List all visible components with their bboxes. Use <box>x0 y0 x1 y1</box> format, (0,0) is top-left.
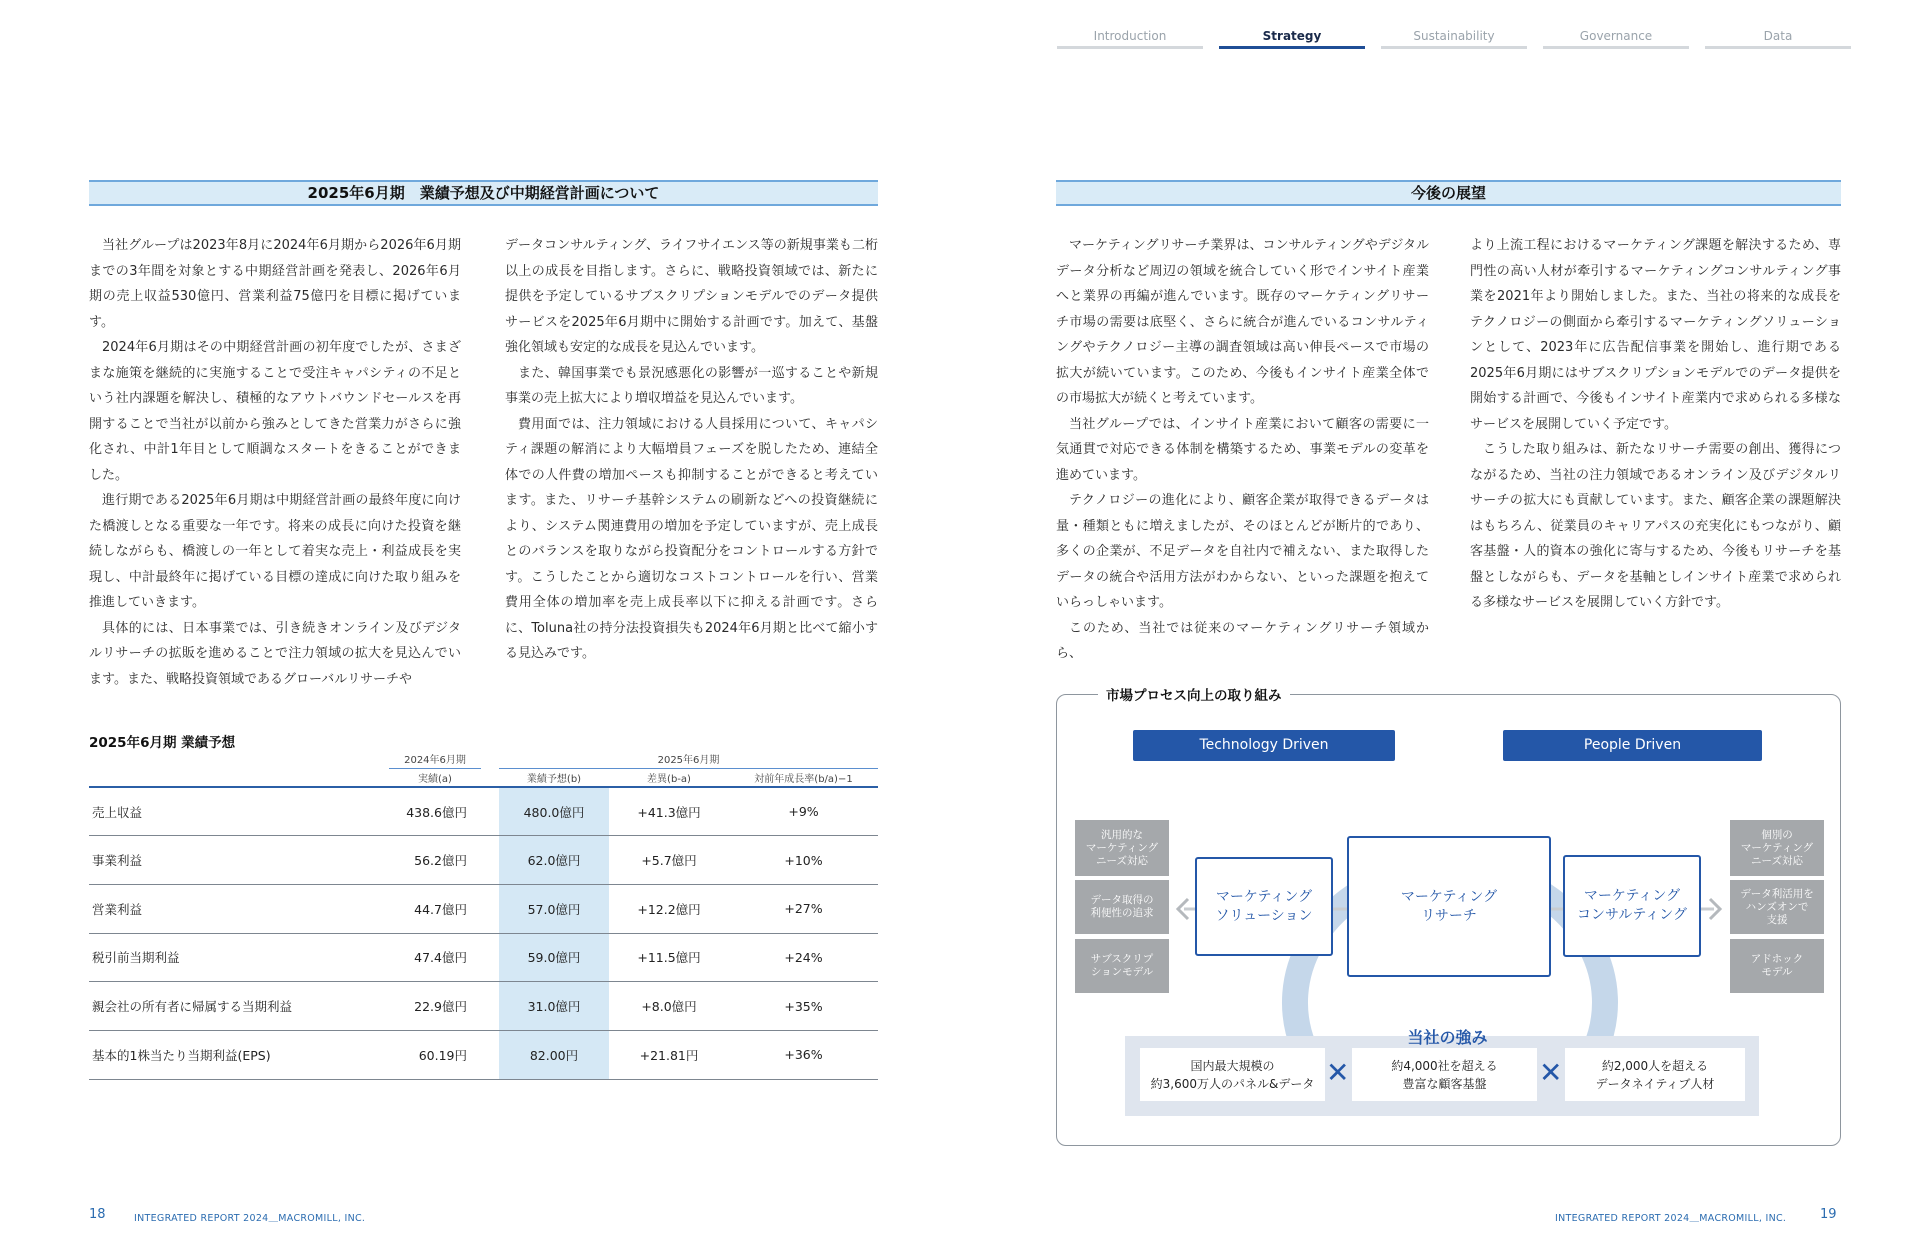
cell-diff: +8.0億円 <box>609 982 729 1031</box>
paragraph: 進行期である2025年6月期は中期経営計画の最終年度に向けた橋渡しとなる重要な一年です。将来の成長に向けた投資を継続しながらも、橋渡しの一年として着実な売上・利益成長を実現し、中計最終年に掲げている目標の達成に向けた取り組みを推進していきます。 <box>89 493 461 610</box>
cell-growth: +10% <box>729 836 878 885</box>
cell-actual: 44.7億円 <box>389 884 481 933</box>
right-column-2 <box>1470 233 1841 616</box>
right-section-title: 今後の展望 <box>1056 180 1841 206</box>
cell-growth: +24% <box>729 933 878 982</box>
cell-growth: +27% <box>729 884 878 933</box>
marketing-research-box: マーケティング リサーチ <box>1347 836 1551 977</box>
page-number-left: 18 <box>89 1207 106 1222</box>
tab-governance[interactable]: Governance <box>1543 29 1689 49</box>
row-label: 税引前当期利益 <box>89 933 389 982</box>
paragraph: こうした取り組みは、新たなリサーチ需要の創出、獲得につながるため、当社の注力領域であるオンライン及びデジタルリサーチの拡大にも貢献しています。また、顧客企業の課題解決はもちろん、従業員のキャリアパスの充実化にもつながり、顧客基盤・人的資本の強化に寄与するため、今後もリサーチを基盤としながらも、データを基軸としインサイト産業で求められる多様なサービスを展開していく方針です。 <box>1470 442 1841 610</box>
technology-driven-label: Technology Driven <box>1133 730 1395 761</box>
right-column-1 <box>1056 233 1429 667</box>
row-label: 親会社の所有者に帰属する当期利益 <box>89 982 389 1031</box>
row-label: 基本的1株当たり当期利益(EPS) <box>89 1030 389 1079</box>
paragraph: データコンサルティング、ライフサイエンス等の新規事業も二桁以上の成長を目指します。さらに、戦略投資領域では、新たに提供を予定しているサブスクリプションモデルでのデータ提供サービスを2025年6月期中に開始する計画です。加えて、基盤強化領域も安定的な成長を見込んでいます。 <box>505 238 878 355</box>
page-number-right: 19 <box>1820 1207 1837 1222</box>
forecast-table <box>89 749 878 1080</box>
people-driven-label: People Driven <box>1503 730 1762 761</box>
footer-left: INTEGRATED REPORT 2024＿MACROMILL, INC. <box>134 1213 366 1224</box>
strengths-title: 当社の強み <box>1407 1028 1488 1047</box>
cell-diff: +5.7億円 <box>609 836 729 885</box>
paragraph: 費用面では、注力領域における人員採用について、キャパシティ課題の解消により大幅増員フェーズを脱したため、連結全体での人件費の増加ペースも抑制することができると考えています。また、リサーチ基幹システムの刷新などへの投資継続により、システム関連費用の増加を予定していますが、売上成長とのバランスを取りながら投資配分をコントロールする方針です。こうしたことから適切なコストコントロールを行い、営業費用全体の増加率を売上成長率以下に抑える計画です。さらに、Toluna社の持分法投資損失も2024年6月期と比べて縮小する見込みです。 <box>505 416 878 661</box>
cell-actual: 47.4億円 <box>389 933 481 982</box>
row-label: 営業利益 <box>89 884 389 933</box>
diagram-title: 市場プロセス向上の取り組み <box>1098 684 1290 704</box>
paragraph: テクノロジーの進化により、顧客企業が取得できるデータは量・種類ともに増えましたが、そのほとんどが断片的であり、多くの企業が、不足データを自社内で補えない、また取得したデータの統合や活用方法がわからない、といった課題を抱えていらっしゃいます。 <box>1056 493 1429 610</box>
paragraph: 当社グループでは、インサイト産業において顧客の需要に一気通貫で対応できる体制を構築するため、事業モデルの変革を進めています。 <box>1056 416 1429 483</box>
header-actual: 実績(a) <box>389 768 481 787</box>
table-header-row <box>89 768 878 787</box>
cell-actual: 56.2億円 <box>389 836 481 885</box>
top-nav <box>1057 29 1851 49</box>
header-growth: 対前年成長率(b/a)−1 <box>729 768 878 787</box>
cell-forecast: 62.0億円 <box>499 836 609 885</box>
times-icon: ✕ <box>1326 1056 1350 1089</box>
header-group-prev: 2024年6月期 <box>389 749 481 768</box>
left-column-1 <box>89 233 461 692</box>
cell-forecast: 480.0億円 <box>499 787 609 836</box>
marketing-solution-box: マーケティング ソリューション <box>1195 857 1333 956</box>
marketing-consulting-box: マーケティング コンサルティング <box>1563 855 1701 957</box>
strength-customer-base: 約4,000社を超える 豊富な顧客基盤 <box>1352 1048 1537 1101</box>
left-box-data-convenience: データ取得の 利便性の追求 <box>1075 880 1169 934</box>
cell-forecast: 59.0億円 <box>499 933 609 982</box>
cell-diff: +12.2億円 <box>609 884 729 933</box>
tab-strategy[interactable]: Strategy <box>1219 29 1365 49</box>
table-title: 2025年6月期 業績予想 <box>89 735 236 751</box>
table-row <box>89 836 878 885</box>
strength-panel-data: 国内最大規模の 約3,600万人のパネル&データ <box>1140 1048 1325 1101</box>
strength-data-native-talent: 約2,000人を超える データネイティブ人材 <box>1565 1048 1745 1101</box>
left-box-general-needs: 汎用的な マーケティング ニーズ対応 <box>1075 820 1169 876</box>
cell-diff: +11.5億円 <box>609 933 729 982</box>
right-box-adhoc: アドホック モデル <box>1730 939 1824 993</box>
left-column-2 <box>505 233 878 667</box>
cell-actual: 438.6億円 <box>389 787 481 836</box>
row-label: 売上収益 <box>89 787 389 836</box>
header-diff: 差異(b-a) <box>609 768 729 787</box>
cell-growth: +35% <box>729 982 878 1031</box>
cell-growth: +9% <box>729 787 878 836</box>
cell-forecast: 57.0億円 <box>499 884 609 933</box>
tab-introduction[interactable]: Introduction <box>1057 29 1203 49</box>
left-section-title: 2025年6月期 業績予想及び中期経営計画について <box>89 180 878 206</box>
cell-actual: 60.19円 <box>389 1030 481 1079</box>
cell-forecast: 31.0億円 <box>499 982 609 1031</box>
cell-diff: +41.3億円 <box>609 787 729 836</box>
cell-forecast: 82.00円 <box>499 1030 609 1079</box>
paragraph: マーケティングリサーチ業界は、コンサルティングやデジタルデータ分析など周辺の領域を統合していく形でインサイト産業へと業界の再編が進んでいます。既存のマーケティングリサーチ市場の需要は底堅く、さらに統合が進んでいるコンサルティングやテクノロジー主導の調査領域は高い伸長ペースで市場の拡大が続いています。このため、今後もインサイト産業全体での市場拡大が続くと考えています。 <box>1056 238 1429 406</box>
paragraph: より上流工程におけるマーケティング課題を解決するため、専門性の高い人材が牽引するマーケティングコンサルティング事業を2021年より開始しました。また、当社の将来的な成長をテクノロジーの側面から牽引するマーケティングソリューションとして、2023年に広告配信事業を開始し、進行期である2025年6月期にはサブスクリプションモデルでのデータ提供を開始する計画で、今後もインサイト産業内で求められる多様なサービスを展開していく予定です。 <box>1470 238 1841 432</box>
cell-growth: +36% <box>729 1030 878 1079</box>
footer-right: INTEGRATED REPORT 2024＿MACROMILL, INC. <box>1555 1213 1787 1224</box>
left-box-subscription: サブスクリプ ションモデル <box>1075 939 1169 993</box>
header-forecast: 業績予想(b) <box>499 768 609 787</box>
table-row <box>89 982 878 1031</box>
table-row <box>89 787 878 836</box>
tab-sustainability[interactable]: Sustainability <box>1381 29 1527 49</box>
right-box-hands-on: データ利活用を ハンズオンで 支援 <box>1730 880 1824 934</box>
paragraph: このため、当社では従来のマーケティングリサーチ領域から、 <box>1056 620 1429 661</box>
paragraph: 2024年6月期はその中期経営計画の初年度でしたが、さまざまな施策を継続的に実施することで受注キャパシティの不足という社内課題を解決し、積極的なアウトバウンドセールスを再開することで当社が以前から強みとしてきた営業力がさらに強化され、中計1年目として順調なスタートをきることができました。 <box>89 340 461 483</box>
right-box-individual-needs: 個別の マーケティング ニーズ対応 <box>1730 820 1824 876</box>
table-row <box>89 933 878 982</box>
table-row <box>89 1030 878 1079</box>
row-label: 事業利益 <box>89 836 389 885</box>
paragraph: 当社グループは2023年8月に2024年6月期から2026年6月期までの3年間を対象とする中期経営計画を発表し、2026年6月期の売上収益530億円、営業利益75億円を目標に掲げています。 <box>89 238 461 330</box>
cell-diff: +21.81円 <box>609 1030 729 1079</box>
tab-data[interactable]: Data <box>1705 29 1851 49</box>
times-icon: ✕ <box>1539 1056 1563 1089</box>
cell-actual: 22.9億円 <box>389 982 481 1031</box>
paragraph: また、韓国事業でも景況感悪化の影響が一巡することや新規事業の売上拡大により増収増益を見込んでいます。 <box>505 365 878 406</box>
paragraph: 具体的には、日本事業では、引き続きオンライン及びデジタルリサーチの拡販を進めることで注力領域の拡大を見込んでいます。また、戦略投資領域であるグローバルリサーチや <box>89 620 461 687</box>
table-header-group <box>89 749 878 768</box>
header-group-next: 2025年6月期 <box>499 749 878 768</box>
table-row <box>89 884 878 933</box>
